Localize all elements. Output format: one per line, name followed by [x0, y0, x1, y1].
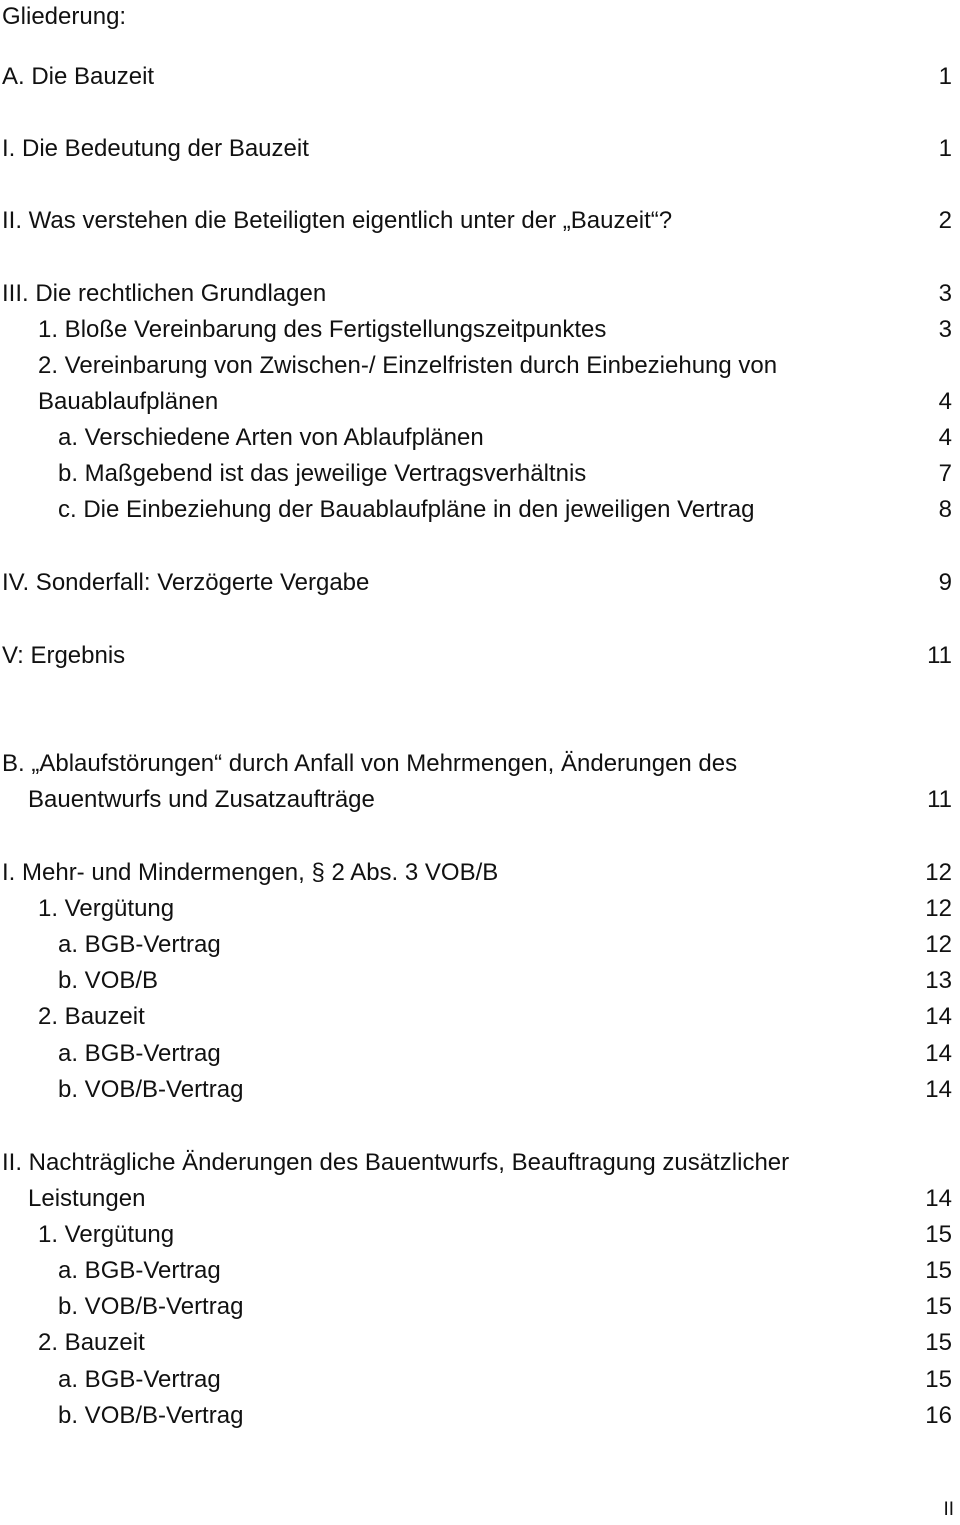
toc-entry-label: a. BGB-Vertrag — [58, 931, 221, 958]
toc-entry — [0, 1362, 952, 1398]
toc-page-number: 15 — [925, 1293, 952, 1320]
page-title: Gliederung: — [2, 3, 127, 30]
toc-entry — [0, 420, 952, 456]
toc-page-number: 13 — [925, 967, 952, 994]
toc-page-number: 11 — [927, 786, 952, 813]
toc-entry-label: V: Ergebnis — [2, 642, 126, 669]
toc-page-number: 1 — [938, 63, 952, 90]
toc-page-number: 14 — [925, 1003, 952, 1030]
toc-entry — [0, 638, 952, 674]
toc-page-number: 1 — [938, 135, 952, 162]
toc-entry-label: a. Verschiedene Arten von Ablaufplänen — [58, 424, 484, 451]
toc-entry — [0, 1036, 952, 1072]
toc-entry — [0, 746, 952, 818]
toc-entry-label-continued: Leistungen — [28, 1185, 146, 1212]
page-folio: II — [943, 1499, 954, 1520]
toc-page-number: 3 — [938, 316, 952, 343]
toc-page-number: 9 — [938, 569, 952, 596]
toc-entry — [0, 131, 952, 167]
toc-entry-label: IV. Sonderfall: Verzögerte Vergabe — [2, 569, 370, 596]
toc-page-number: 12 — [925, 931, 952, 958]
toc-entry-label: B. „Ablaufstörungen“ durch Anfall von Mehrmengen, Änderungen des — [2, 750, 738, 777]
toc-entry — [0, 927, 952, 963]
toc-entry — [0, 963, 952, 999]
toc-entry — [0, 1217, 952, 1253]
toc-page-number: 15 — [925, 1366, 952, 1393]
toc-entry-label: b. VOB/B-Vertrag — [58, 1293, 244, 1320]
toc-entry — [0, 1398, 952, 1434]
toc-entry — [0, 855, 952, 891]
toc-entry-label: A. Die Bauzeit — [2, 63, 155, 90]
toc-page-number: 8 — [938, 496, 952, 523]
toc-entry — [0, 59, 952, 95]
toc-entry — [0, 565, 952, 601]
toc-page-number: 15 — [925, 1329, 952, 1356]
toc-page-number: 16 — [925, 1402, 952, 1429]
toc-entry — [0, 999, 952, 1035]
toc-entry-label: II. Was verstehen die Beteiligten eigentlich unter der „Bauzeit“? — [2, 207, 673, 234]
toc-entry-label: b. Maßgebend ist das jeweilige Vertragsverhältnis — [58, 460, 587, 487]
toc-entry-label: 1. Vergütung — [38, 1221, 175, 1248]
toc-entry-label: b. VOB/B — [58, 967, 159, 994]
toc-page-number: 4 — [938, 388, 952, 415]
toc-page-number: 15 — [925, 1221, 952, 1248]
toc-page-number: 2 — [938, 207, 952, 234]
toc-entry-label: a. BGB-Vertrag — [58, 1366, 221, 1393]
toc-entry — [0, 276, 952, 312]
toc-entry — [0, 1325, 952, 1361]
toc-entry-label: I. Die Bedeutung der Bauzeit — [2, 135, 309, 162]
toc-page-number: 12 — [925, 895, 952, 922]
toc-entry-label: 2. Bauzeit — [38, 1003, 145, 1030]
toc-entry-label: 2. Vereinbarung von Zwischen-/ Einzelfristen durch Einbeziehung von — [38, 352, 778, 379]
toc-entry-label: III. Die rechtlichen Grundlagen — [2, 280, 327, 307]
toc-page-number: 7 — [938, 460, 952, 487]
toc-page-number: 4 — [938, 424, 952, 451]
toc-entry-label: a. BGB-Vertrag — [58, 1257, 221, 1284]
toc-entry-label: II. Nachträgliche Änderungen des Bauentwurfs, Beauftragung zusätzlicher — [2, 1149, 790, 1176]
toc-entry — [0, 1289, 952, 1325]
toc-entry — [0, 203, 952, 239]
toc-entry — [0, 456, 952, 492]
toc-entry — [0, 1072, 952, 1108]
toc-entry-label: 1. Vergütung — [38, 895, 175, 922]
toc-entry-label: 2. Bauzeit — [38, 1329, 145, 1356]
toc-page-number: 3 — [938, 280, 952, 307]
toc-entry-label: c. Die Einbeziehung der Bauablaufpläne in den jeweiligen Vertrag — [58, 496, 755, 523]
toc-entry-label-continued: Bauablaufplänen — [38, 388, 219, 415]
toc-entry-label: a. BGB-Vertrag — [58, 1040, 221, 1067]
toc-page-number: 14 — [925, 1076, 952, 1103]
toc-entry — [0, 312, 952, 348]
toc-entry-label: b. VOB/B-Vertrag — [58, 1402, 244, 1429]
toc-entry-label: I. Mehr- und Mindermengen, § 2 Abs. 3 VOB/B — [2, 859, 499, 886]
toc-page-number: 15 — [925, 1257, 952, 1284]
toc-entry-label: b. VOB/B-Vertrag — [58, 1076, 244, 1103]
toc-page-number: 11 — [927, 642, 952, 669]
toc-entry — [0, 891, 952, 927]
toc-entry-label: 1. Bloße Vereinbarung des Fertigstellungszeitpunktes — [38, 316, 607, 343]
toc-entry — [0, 492, 952, 528]
toc-page-number: 14 — [925, 1185, 952, 1212]
toc-entry — [0, 1253, 952, 1289]
toc-page-number: 12 — [925, 859, 952, 886]
toc-entry-label-continued: Bauentwurfs und Zusatzaufträge — [28, 786, 375, 813]
toc-entry — [0, 348, 952, 420]
toc-entry — [0, 1145, 952, 1217]
toc-page-number: 14 — [925, 1040, 952, 1067]
